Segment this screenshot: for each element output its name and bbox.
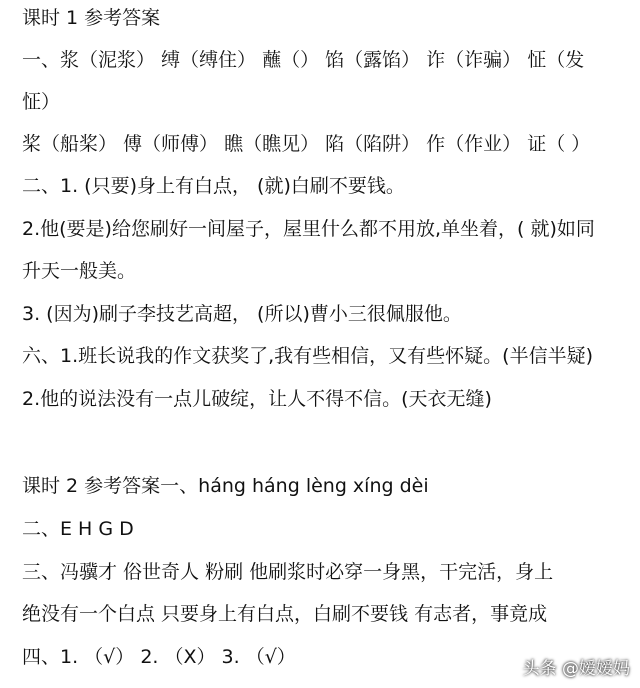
section2-item-2-cont: 升天一般美。 (22, 260, 137, 282)
lesson2-section4: 四、1. （√） 2. （X） 3. （√） (22, 646, 296, 668)
section6-item-1: 六、1.班长说我的作文获奖了,我有些相信，又有些怀疑。(半信半疑) (22, 345, 593, 367)
lesson2-heading: 课时 2 参考答案一、háng háng lèng xíng dèi (22, 475, 429, 497)
section1-line-1: 一、浆（泥浆） 缚（缚住） 蘸（） 馅（露馅） 诈（诈骗） 怔（发 (22, 49, 585, 71)
lesson2-section3-line-2: 绝没有一个白点 只要身上有白点，白刷不要钱 有志者，事竟成 (22, 603, 548, 625)
watermark: 头条 @嫒嫒妈 (522, 659, 630, 679)
lesson2-section3-line-1: 三、冯骥才 俗世奇人 粉刷 他刷浆时必穿一身黑，干完活，身上 (22, 561, 554, 583)
section1-line-3: 桨（船桨） 傅（师傅） 瞧（瞧见） 陷（陷阱） 作（作业） 证（ ） (22, 133, 591, 155)
section2-item-1: 二、1. (只要)身上有白点， (就)白刷不要钱。 (22, 175, 405, 197)
lesson2-section2: 二、E H G D (22, 518, 134, 540)
section2-item-3: 3. (因为)刷子李技艺高超， (所以)曹小三很佩服他。 (22, 303, 462, 325)
lesson1-heading: 课时 1 参考答案 (22, 7, 161, 29)
section2-item-2: 2.他(要是)给您刷好一间屋子，屋里什么都不用放,单坐着，( 就)如同 (22, 218, 595, 240)
section1-line-2: 怔） (22, 91, 61, 113)
section6-item-2: 2.他的说法没有一点儿破绽，让人不得不信。(天衣无缝) (22, 388, 492, 410)
